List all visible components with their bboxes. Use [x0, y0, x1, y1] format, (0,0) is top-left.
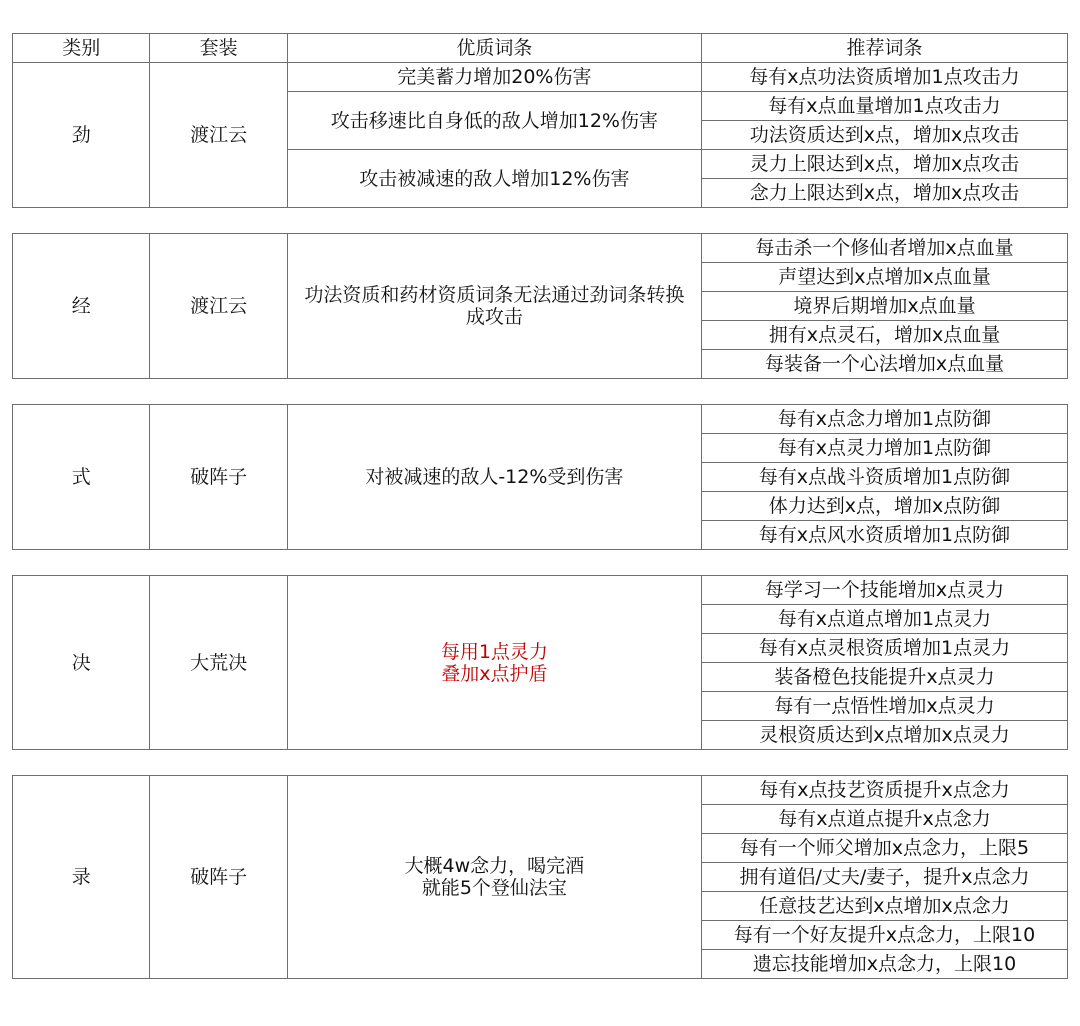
recommended-cell: 每击杀一个修仙者增加x点血量: [701, 234, 1067, 263]
set-cell: 破阵子: [150, 405, 287, 550]
recommended-cell: 功法资质达到x点，增加x点攻击: [701, 121, 1067, 150]
recommended-cell: 灵力上限达到x点，增加x点攻击: [701, 150, 1067, 179]
recommended-cell: 声望达到x点增加x点血量: [701, 263, 1067, 292]
recommended-cell: 每装备一个心法增加x点血量: [701, 350, 1067, 379]
recommended-cell: 每有一点悟性增加x点灵力: [701, 692, 1067, 721]
recommended-cell: 每有x点技艺资质提升x点念力: [701, 776, 1067, 805]
category-cell: 决: [13, 576, 150, 750]
table-jue: [12, 575, 1068, 750]
category-cell: 劲: [13, 63, 150, 208]
quality-line: 每用1点灵力: [440, 640, 548, 663]
recommended-cell: 念力上限达到x点，增加x点攻击: [701, 179, 1067, 208]
quality-cell: [287, 776, 701, 979]
header-quality: 优质词条: [287, 34, 701, 63]
recommended-cell: 体力达到x点，增加x点防御: [701, 492, 1067, 521]
quality-cell: 完美蓄力增加20%伤害: [287, 63, 701, 92]
set-cell: 渡江云: [150, 63, 287, 208]
table-row: [13, 776, 1068, 805]
quality-line: 就能5个登仙法宝: [421, 877, 567, 899]
header-recommended: 推荐词条: [701, 34, 1067, 63]
recommended-cell: 每有一个好友提升x点念力，上限10: [701, 921, 1067, 950]
recommended-cell: 灵根资质达到x点增加x点灵力: [701, 721, 1067, 750]
table-shi: [12, 404, 1068, 550]
set-cell: 渡江云: [150, 234, 287, 379]
recommended-cell: 每有x点念力增加1点防御: [701, 405, 1067, 434]
recommended-cell: 每有x点功法资质增加1点攻击力: [701, 63, 1067, 92]
recommended-cell: 每有x点灵力增加1点防御: [701, 434, 1067, 463]
table-row: [13, 576, 1068, 605]
quality-line: 叠加x点护盾: [441, 662, 548, 685]
recommended-cell: 拥有x点灵石，增加x点血量: [701, 321, 1067, 350]
header-set: 套装: [150, 34, 287, 63]
quality-line: 大概4w念力，喝完酒: [404, 855, 585, 877]
set-cell: 破阵子: [150, 776, 287, 979]
recommended-cell: 每学习一个技能增加x点灵力: [701, 576, 1067, 605]
recommended-cell: 每有x点战斗资质增加1点防御: [701, 463, 1067, 492]
table-lu: [12, 775, 1068, 979]
category-cell: 经: [13, 234, 150, 379]
recommended-cell: 拥有道侣/丈夫/妻子，提升x点念力: [701, 863, 1067, 892]
header-row: [13, 34, 1068, 63]
table-row: [13, 234, 1068, 263]
recommended-cell: 每有x点血量增加1点攻击力: [701, 92, 1067, 121]
table-jin: [12, 33, 1068, 208]
table-row: [13, 63, 1068, 92]
table-row: [13, 405, 1068, 434]
category-cell: 录: [13, 776, 150, 979]
recommended-cell: 每有x点风水资质增加1点防御: [701, 521, 1067, 550]
quality-cell: 攻击移速比自身低的敌人增加12%伤害: [287, 92, 701, 150]
header-category: 类别: [13, 34, 150, 63]
recommended-cell: 每有x点灵根资质增加1点灵力: [701, 634, 1067, 663]
recommended-cell: 遗忘技能增加x点念力，上限10: [701, 950, 1067, 979]
quality-cell: 功法资质和药材资质词条无法通过劲词条转换成攻击: [287, 234, 701, 379]
quality-cell: 攻击被减速的敌人增加12%伤害: [287, 150, 701, 208]
recommended-cell: 每有一个师父增加x点念力，上限5: [701, 834, 1067, 863]
category-cell: 式: [13, 405, 150, 550]
recommended-cell: 境界后期增加x点血量: [701, 292, 1067, 321]
table-jing: [12, 233, 1068, 379]
recommended-cell: 每有x点道点提升x点念力: [701, 805, 1067, 834]
recommended-cell: 任意技艺达到x点增加x点念力: [701, 892, 1067, 921]
recommended-cell: 装备橙色技能提升x点灵力: [701, 663, 1067, 692]
quality-cell: [287, 576, 701, 750]
set-cell: 大荒决: [150, 576, 287, 750]
quality-cell: 对被减速的敌人-12%受到伤害: [287, 405, 701, 550]
recommended-cell: 每有x点道点增加1点灵力: [701, 605, 1067, 634]
